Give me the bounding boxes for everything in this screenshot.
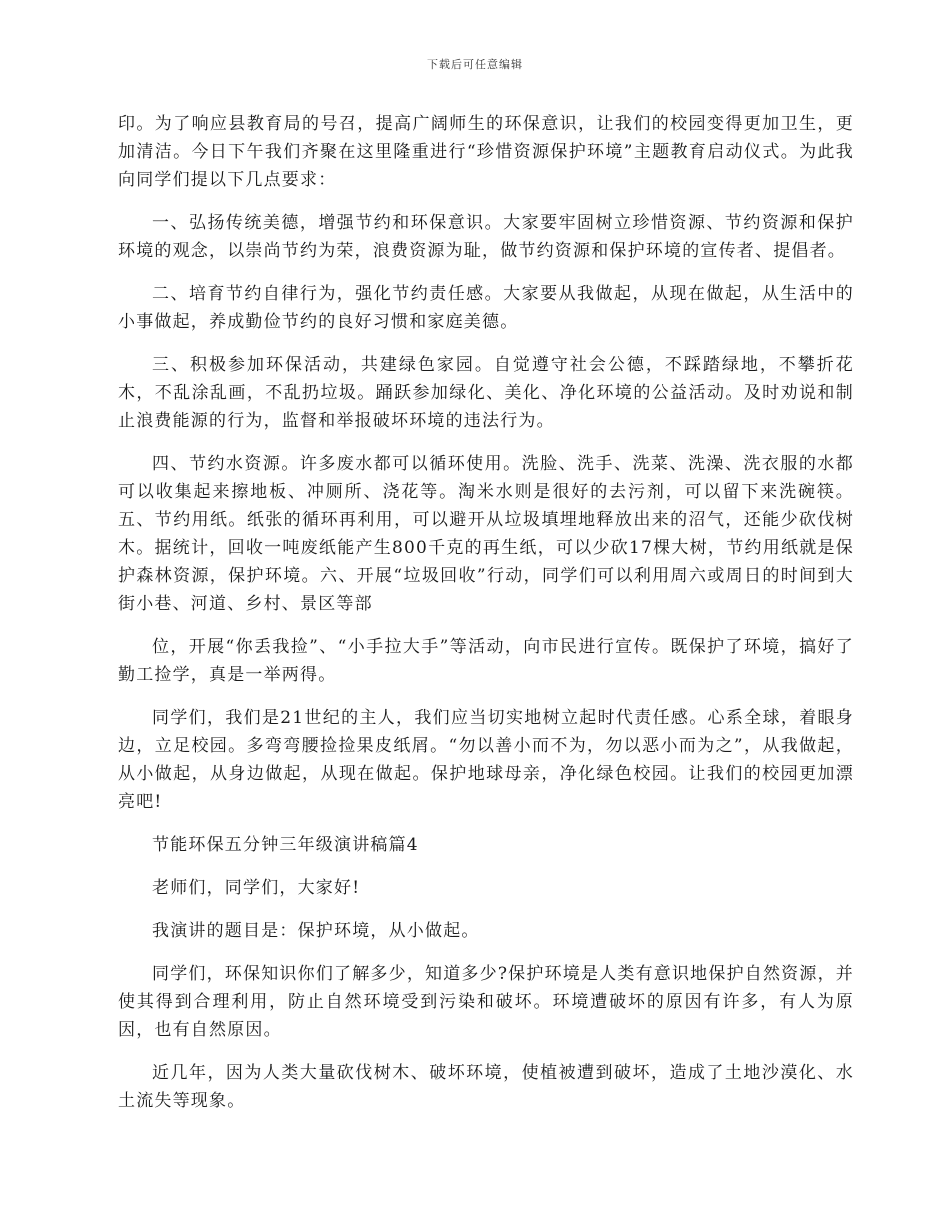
paragraph-question: 同学们，环保知识你们了解多少，知道多少?保护环境是人类有意识地保护自然资源，并使其得到合理利用，防止自然环境受到污染和破坏。环境遭破坏的原因有许多，有人为原因，也有自然原因。: [118, 964, 854, 1040]
page-header: 下载后可任意编辑: [427, 58, 523, 71]
section-title: 节能环保五分钟三年级演讲稿篇4: [152, 835, 419, 855]
paragraph-continuation: 位，开展“你丢我捡”、“小手拉大手”等活动，向市民进行宣传。既保护了环境，搞好了勤工捡学，真是一举两得。: [118, 637, 854, 685]
paragraph-point-1: 一、弘扬传统美德，增强节约和环保意识。大家要牢固树立珍惜资源、节约资源和保护环境的观念，以崇尚节约为荣，浪费资源为耻，做节约资源和保护环境的宣传者、提倡者。: [118, 213, 854, 261]
paragraph-intro: 印。为了响应县教育局的号召，提高广阔师生的环保意识，让我们的校园变得更加卫生，更加清洁。今日下午我们齐聚在这里隆重进行“珍惜资源保护环境”主题教育启动仪式。为此我向同学们提以下几点要求：: [118, 114, 854, 190]
document-body: [118, 110, 854, 1115]
paragraph-recent-years: 近几年，因为人类大量砍伐树木、破坏环境，使植被遭到破坏，造成了土地沙漠化、水土流失等现象。: [118, 1063, 854, 1111]
paragraph-greeting: 老师们，同学们，大家好!: [152, 878, 361, 898]
paragraph-closing: 同学们，我们是21世纪的主人，我们应当切实地树立起时代责任感。心系全球，着眼身边，立足校园。多弯弯腰捡捡果皮纸屑。“勿以善小而不为，勿以恶小而为之”，从我做起，从小做起，从身边做起，从现在做起。保护地球母亲，净化绿色校园。让我们的校园更加漂亮吧!: [118, 708, 854, 812]
paragraph-point-4: 四、节约水资源。许多废水都可以循环使用。洗脸、洗手、洗菜、洗澡、洗衣服的水都可以收集起来擦地板、冲厕所、浇花等。淘米水则是很好的去污剂，可以留下来洗碗筷。五、节约用纸。纸张的循环再利用，可以避开从垃圾填埋地释放出来的沼气，还能少砍伐树木。据统计，回收一吨废纸能产生800千克的再生纸，可以少砍17棵大树，节约用纸就是保护森林资源，保护环境。六、开展“垃圾回收”行动，同学们可以利用周六或周日的时间到大街小巷、河道、乡村、景区等部: [118, 454, 854, 614]
paragraph-point-2: 二、培育节约自律行为，强化节约责任感。大家要从我做起，从现在做起，从生活中的小事做起，养成勤俭节约的良好习惯和家庭美德。: [118, 284, 854, 332]
paragraph-topic: 我演讲的题目是：保护环境，从小做起。: [152, 921, 480, 941]
paragraph-point-3: 三、积极参加环保活动，共建绿色家园。自觉遵守社会公德，不踩踏绿地，不攀折花木，不乱涂乱画，不乱扔垃圾。踊跃参加绿化、美化、净化环境的公益活动。及时劝说和制止浪费能源的行为，监督和举报破坏环境的违法行为。: [118, 355, 854, 431]
